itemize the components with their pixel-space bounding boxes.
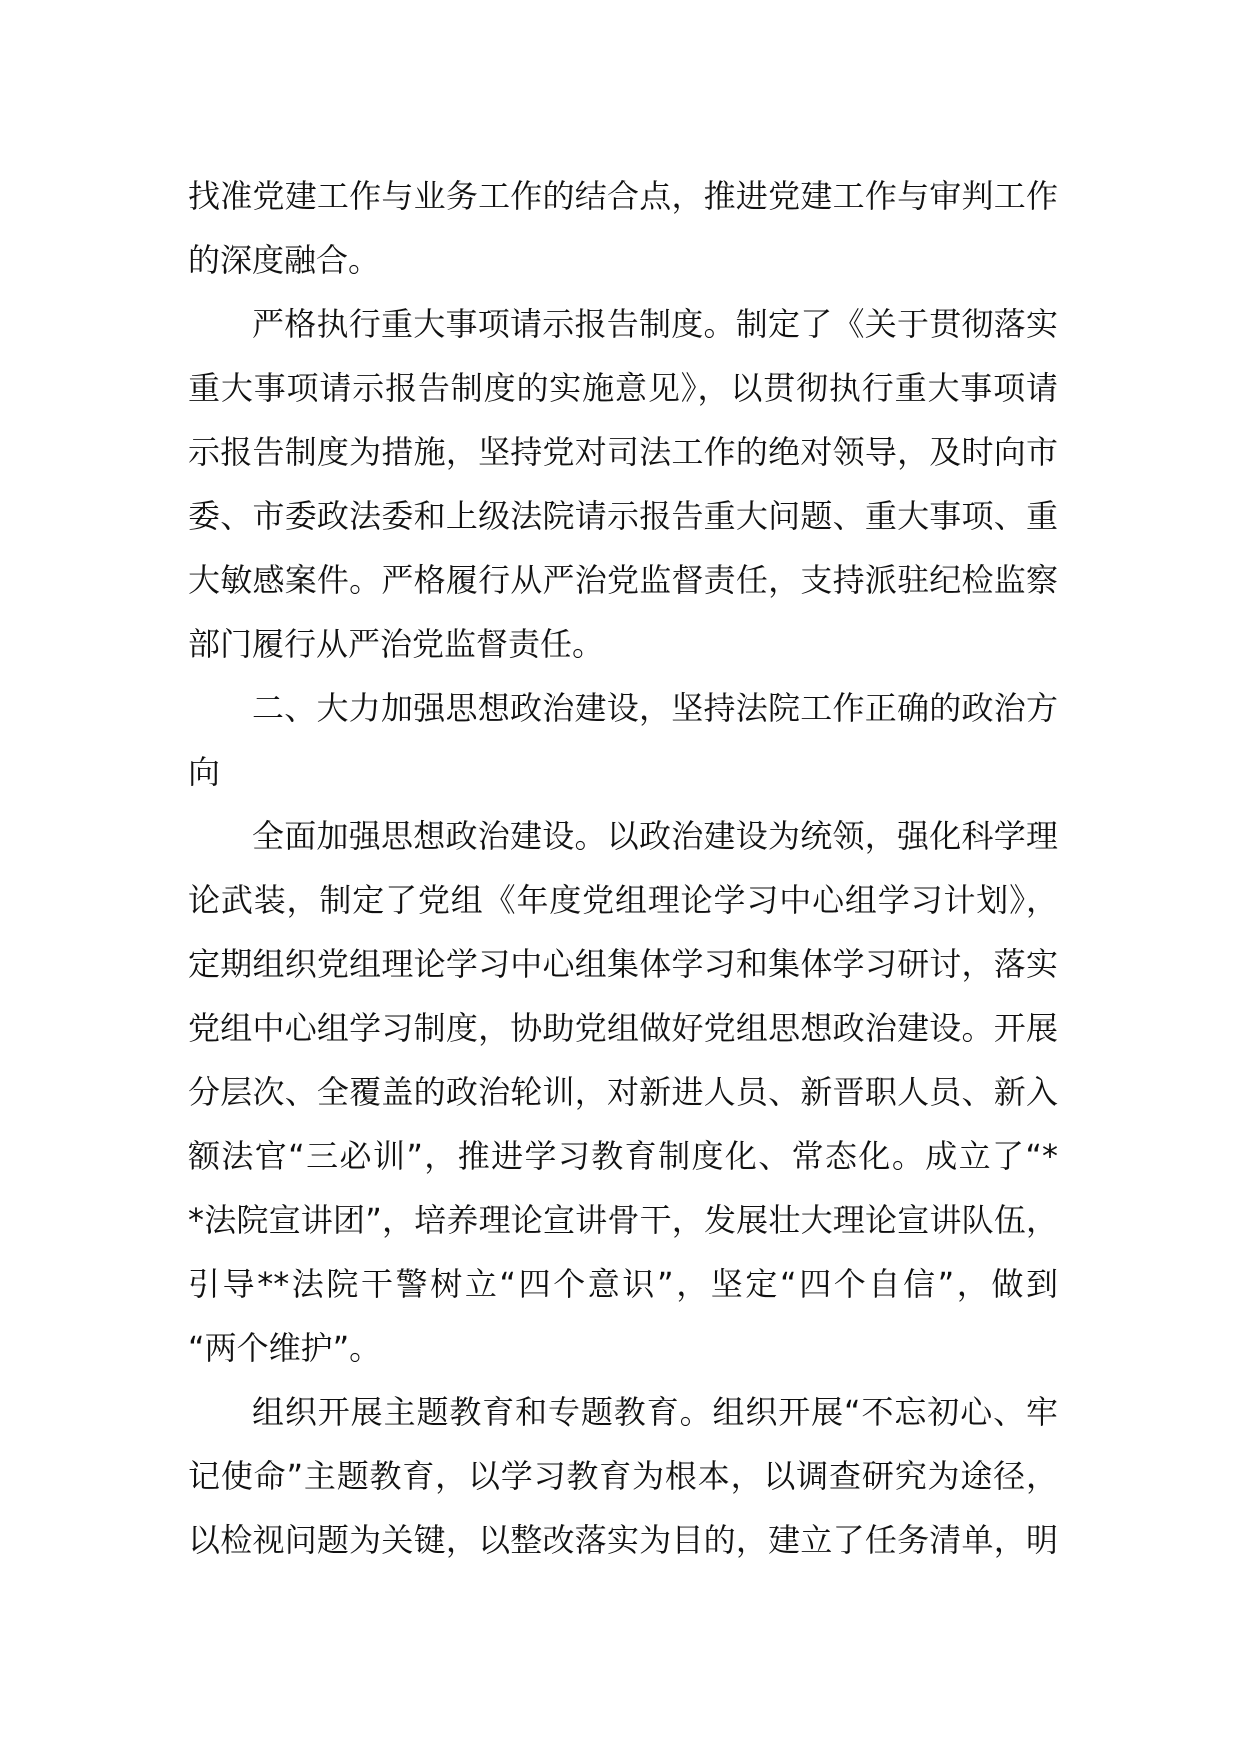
text-line: 引导**法院干警树立“四个意识”，坚定“四个自信”，做到 (188, 1265, 1058, 1303)
paragraph-ideological-construction (188, 804, 1058, 1380)
section-heading-ideological-political (188, 676, 1058, 804)
text-line: 找准党建工作与业务工作的结合点，推进党建工作与审判工作 (188, 177, 1058, 215)
paragraph-thematic-education (188, 1380, 1058, 1572)
paragraph-major-matters-reporting (188, 292, 1058, 676)
text-line: 定期组织党组理论学习中心组集体学习和集体学习研讨，落实 (188, 945, 1058, 983)
document-body (188, 164, 1058, 1572)
text-line: 论武装，制定了党组《年度党组理论学习中心组学习计划》， (188, 881, 1058, 919)
text-line: 额法官“三必训”，推进学习教育制度化、常态化。成立了“* (188, 1137, 1058, 1175)
paragraph-party-business-integration (188, 164, 1058, 292)
text-line: 的深度融合。 (188, 241, 381, 279)
text-line: 分层次、全覆盖的政治轮训，对新进人员、新晋职人员、新入 (188, 1073, 1058, 1111)
text-line: 大敏感案件。严格履行从严治党监督责任，支持派驻纪检监察 (188, 561, 1058, 599)
section-heading-line: 二、大力加强思想政治建设，坚持法院工作正确的政治方 (252, 689, 1058, 727)
text-line: 委、市委政法委和上级法院请示报告重大问题、重大事项、重 (188, 497, 1058, 535)
text-line: 党组中心组学习制度，协助党组做好党组思想政治建设。开展 (188, 1009, 1058, 1047)
text-line: “两个维护”。 (188, 1329, 382, 1367)
text-line: 记使命”主题教育，以学习教育为根本，以调查研究为途径， (188, 1457, 1058, 1495)
text-line: 组织开展主题教育和专题教育。组织开展“不忘初心、牢 (252, 1393, 1058, 1431)
text-line: 部门履行从严治党监督责任。 (188, 625, 605, 663)
text-line: 全面加强思想政治建设。以政治建设为统领，强化科学理 (252, 817, 1058, 855)
text-line: 示报告制度为措施，坚持党对司法工作的绝对领导，及时向市 (188, 433, 1058, 471)
section-heading-line: 向 (188, 753, 221, 791)
text-line: *法院宣讲团”，培养理论宣讲骨干，发展壮大理论宣讲队伍， (188, 1201, 1058, 1239)
text-line: 以检视问题为关键，以整改落实为目的，建立了任务清单，明 (188, 1521, 1058, 1559)
text-line: 重大事项请示报告制度的实施意见》，以贯彻执行重大事项请 (188, 369, 1058, 407)
text-line: 严格执行重大事项请示报告制度。制定了《关于贯彻落实 (252, 305, 1058, 343)
